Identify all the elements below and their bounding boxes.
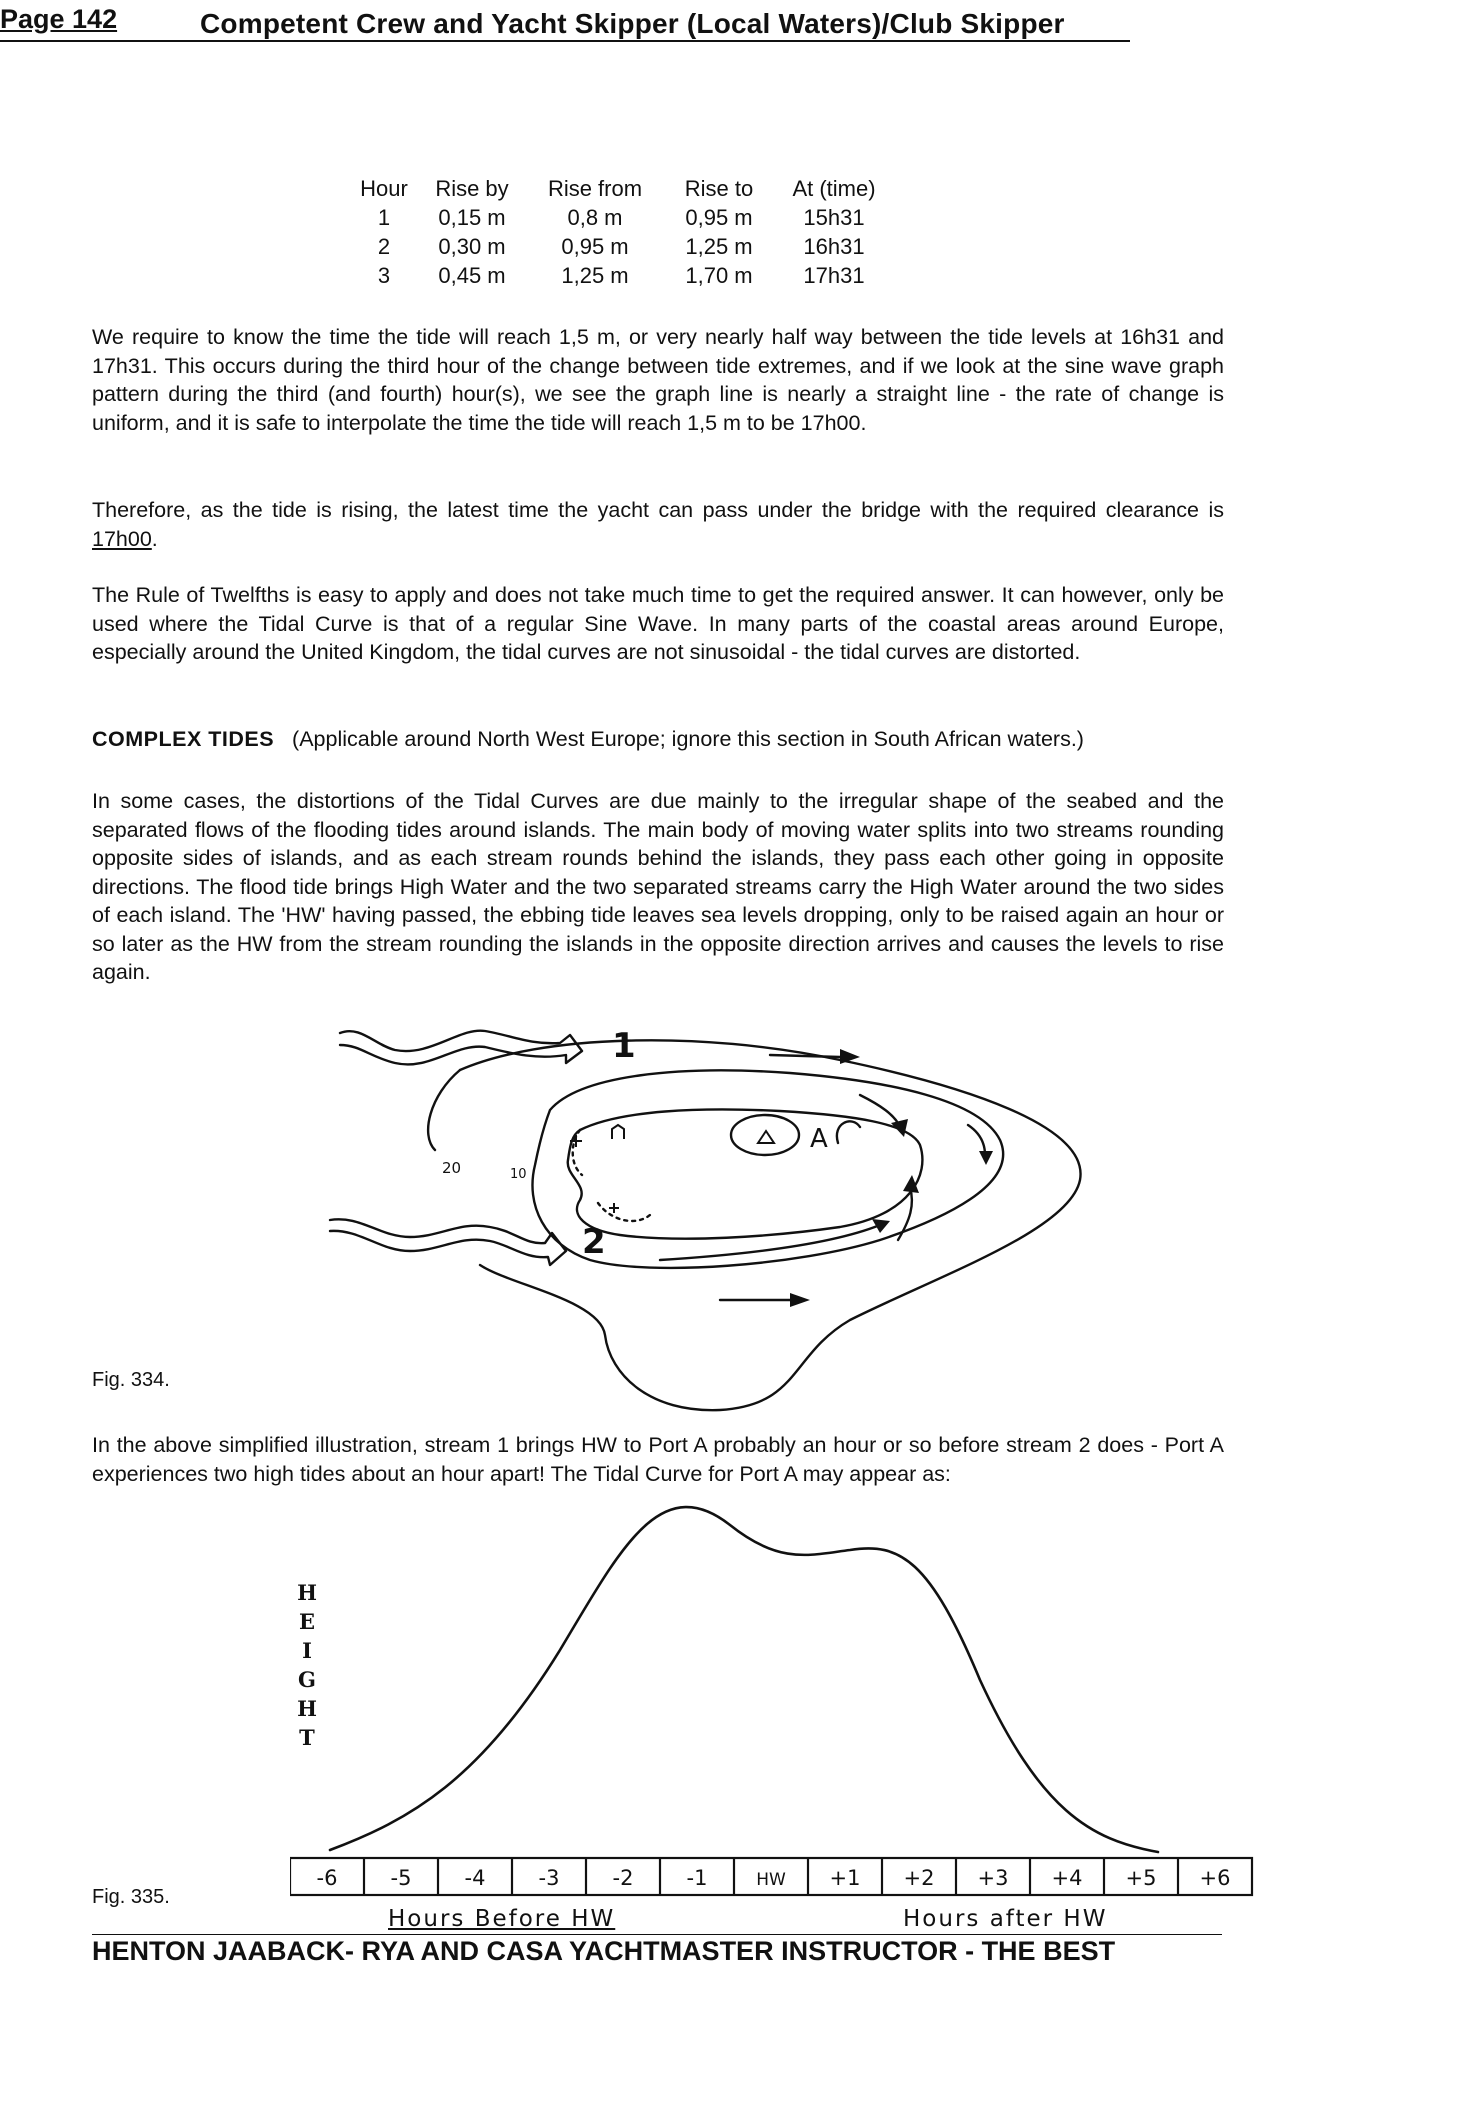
hour-label: -3 — [538, 1866, 560, 1890]
flow-arrow-top — [770, 1055, 840, 1057]
contour-20-left — [428, 1070, 460, 1150]
table-cell: 15h31 — [803, 204, 865, 230]
paragraph-complex-tides: In some cases, the distortions of the Tidal Curves are due mainly to the irregular shape of the seabed and the separated flows of the flooding tides around islands. The main body of moving water splits into two streams rounding opposite sides of islands, and as each stream rounds behind the islands, they pass each other going in opposite directions. The flood tide brings High Water and the two separated streams carry the High Water around the two sides of each island. The 'HW' having passed, the ebbing tide leaves sea levels dropping, only to be raised again an hour or so later as the HW from the stream rounding the islands in the opposite direction arrives and causes the levels to rise again. — [92, 789, 1224, 984]
contour-20 — [460, 1040, 1081, 1410]
hour-label: -4 — [464, 1866, 486, 1890]
paragraph-rule-of-twelfths: The Rule of Twelfths is easy to apply and does not take much time to get the required answer. It can however, only be used where the Tidal Curve is that of a regular Sine Wave. In many parts of the coastal areas around Europe, especially around the United Kingdom, the tidal curves are not sinusoidal - the tidal curves are distorted. — [92, 583, 1224, 664]
column-header: Rise from — [547, 175, 643, 201]
island-stream-diagram — [320, 1015, 1100, 1435]
hour-label: -5 — [390, 1866, 412, 1890]
hour-label: +6 — [1199, 1866, 1231, 1890]
height-letter: I — [302, 1638, 312, 1663]
depth-10-label: 10 — [510, 1167, 527, 1182]
page-footer: HENTON JAABACK- RYA AND CASA YACHTMASTER INSTRUCTOR - THE BEST — [92, 1936, 1116, 1966]
paragraph-port-a: In the above simplified illustration, stream 1 brings HW to Port A probably an hour or so before stream 2 does - Port A experiences two high tides about an hour apart! The Tidal Curve for Port A may appear as: — [92, 1433, 1224, 1486]
height-axis-label — [292, 1578, 322, 1752]
table-cell: 2 — [377, 233, 391, 259]
island-coast — [568, 1109, 923, 1238]
footer-divider — [92, 1934, 1222, 1935]
height-letter: T — [299, 1725, 315, 1750]
table-cell: 1,25 m — [685, 233, 753, 259]
port-a-label: A — [810, 1124, 828, 1154]
arrowhead-bottom — [790, 1293, 810, 1307]
column-header: Rise by — [435, 175, 509, 201]
column-header: At (time) — [792, 175, 876, 201]
peak-icon — [612, 1125, 624, 1139]
table-row — [355, 203, 889, 232]
hour-label: -1 — [686, 1866, 708, 1890]
column-header: Hour — [360, 175, 408, 201]
section-heading — [92, 727, 1232, 752]
height-letter: H — [297, 1580, 317, 1605]
table-row — [355, 261, 889, 290]
table-header-row — [355, 174, 889, 203]
hours-before-label: Hours Before HW — [388, 1906, 616, 1932]
cross-icon-small — [609, 1203, 619, 1213]
table-cell: 0,95 m — [685, 204, 753, 230]
flow-arrow-right — [968, 1125, 985, 1155]
hour-label: +3 — [977, 1866, 1009, 1890]
hour-label: +2 — [903, 1866, 935, 1890]
paragraph-latest-time — [92, 496, 1224, 553]
table-row — [355, 232, 889, 261]
page-title: Competent Crew and Yacht Skipper (Local Waters)/Club Skipper — [200, 8, 1065, 39]
stream-2-label: 2 — [582, 1222, 606, 1262]
figure-label: Fig. 334. — [92, 1369, 170, 1391]
islet-bottom — [598, 1203, 650, 1221]
height-letter: H — [297, 1696, 317, 1721]
section-note: (Applicable around North West Europe; ignore this section in South African waters.) — [292, 727, 1084, 751]
table-cell: 0,15 m — [438, 204, 506, 230]
paragraph-text: . — [151, 526, 158, 551]
paragraph-interpolation: We require to know the time the tide will reach 1,5 m, or very nearly half way between the tide levels at 16h31 and 17h31. This occurs during the third hour of the change between tide extremes, and if we look at the sine wave graph pattern during the third (and fourth) hour(s), we see the graph line is nearly a straight line - the rate of change is uniform, and it is safe to interpolate the time the tide will reach 1,5 m to be 17h00. — [92, 325, 1224, 435]
table-cell: 16h31 — [803, 233, 865, 259]
hours-after-label: Hours after HW — [903, 1906, 1108, 1932]
table-cell: 1,70 m — [685, 262, 753, 288]
hour-label: -6 — [316, 1866, 338, 1890]
page-header — [0, 0, 1130, 42]
hour-label: HW — [756, 1870, 786, 1890]
hill-triangle-icon — [758, 1131, 774, 1143]
tide-table — [355, 174, 889, 290]
page-number: Page 142 — [0, 4, 118, 34]
flow-arrow-curve-lower — [660, 1225, 880, 1260]
hour-label: +5 — [1125, 1866, 1157, 1890]
section-title: COMPLEX TIDES — [92, 727, 275, 751]
stream-2-arrow — [330, 1219, 566, 1265]
arrowhead-right — [979, 1151, 993, 1165]
depth-20-label: 20 — [442, 1159, 462, 1177]
hill-contour — [731, 1115, 799, 1155]
table-cell: 1,25 m — [561, 262, 629, 288]
stream-1-label: 1 — [612, 1026, 636, 1066]
height-letter: E — [298, 1609, 315, 1634]
figure-label: Fig. 335. — [92, 1886, 170, 1908]
hour-label: -2 — [612, 1866, 634, 1890]
table-cell: 17h31 — [803, 262, 865, 288]
table-cell: 3 — [377, 262, 391, 288]
table-cell: 0,30 m — [438, 233, 506, 259]
table-cell: 0,8 m — [567, 204, 623, 230]
table-cell: 0,95 m — [561, 233, 629, 259]
table-cell: 0,45 m — [438, 262, 506, 288]
latest-time-value: 17h00 — [92, 526, 152, 551]
hour-label: +1 — [829, 1866, 861, 1890]
column-header: Rise to — [684, 175, 754, 201]
height-letter: G — [298, 1667, 316, 1692]
tidal-curve-chart — [290, 1480, 1260, 1910]
port-cove — [837, 1121, 860, 1143]
tidal-curve — [330, 1507, 1158, 1852]
table-cell: 1 — [377, 204, 391, 230]
paragraph-text: Therefore, as the tide is rising, the latest time the yacht can pass under the bridge with the required clearance is — [92, 498, 1224, 522]
hour-label: +4 — [1051, 1866, 1083, 1890]
